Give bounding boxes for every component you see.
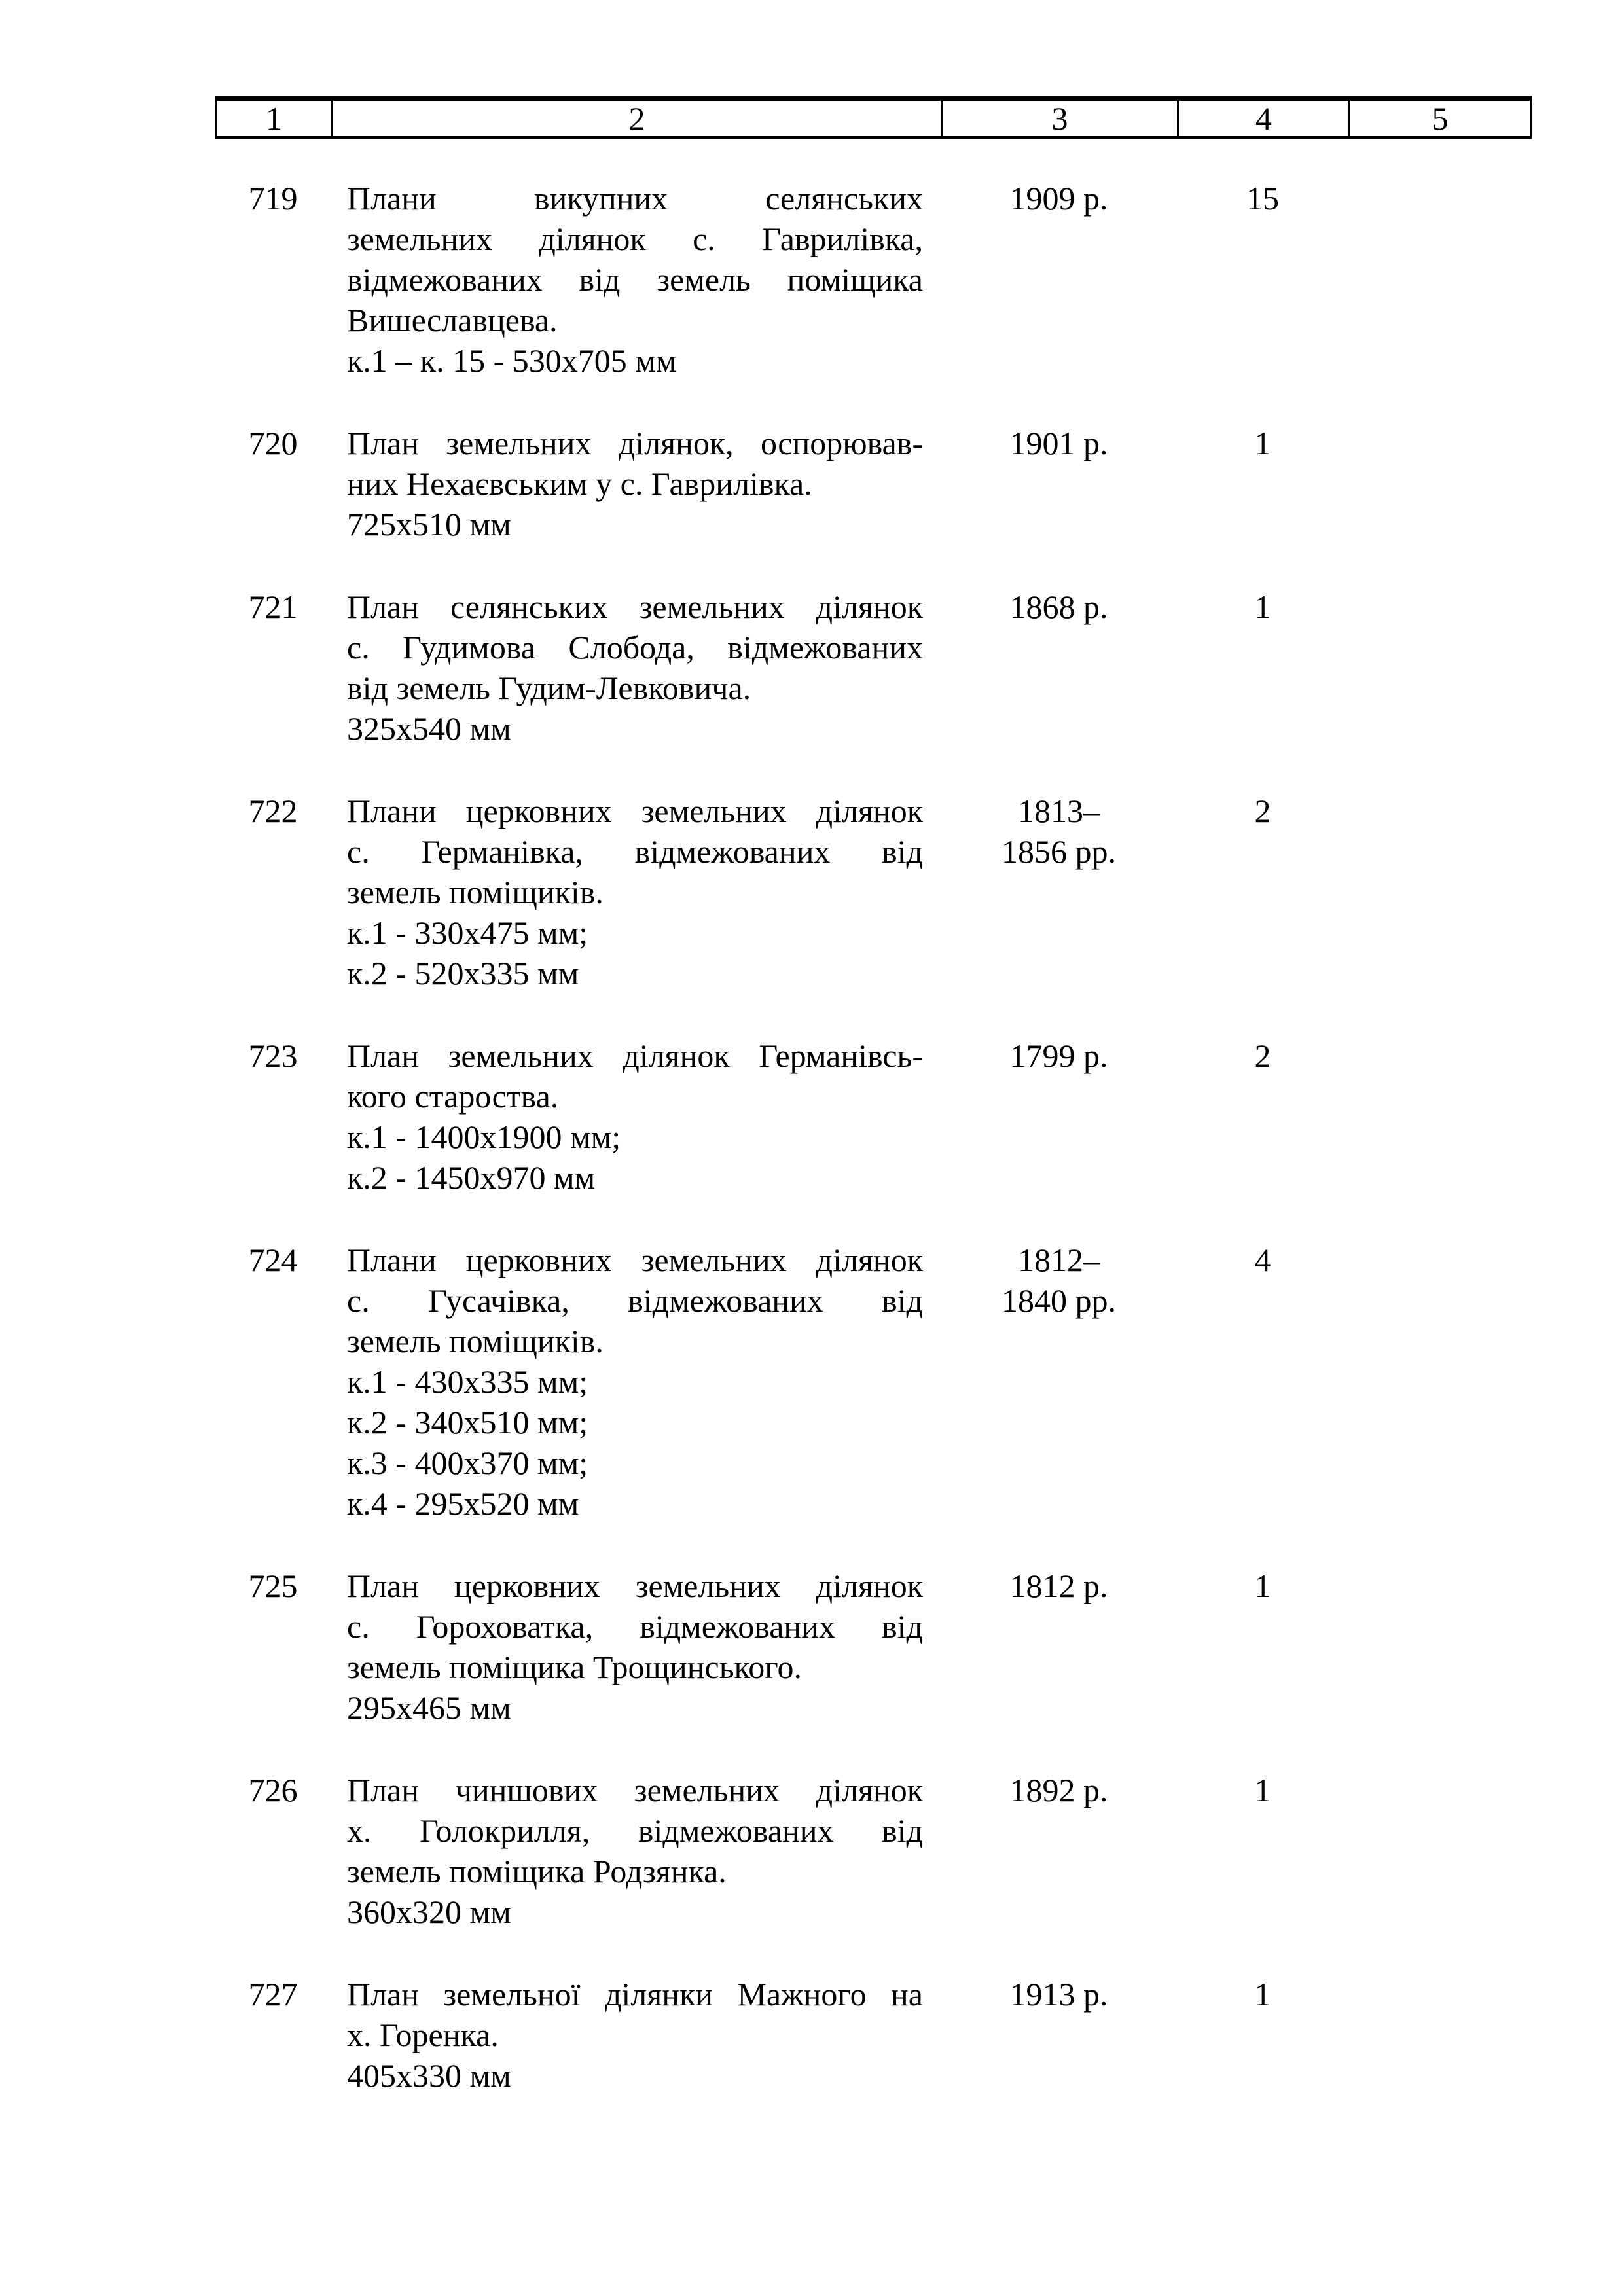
row-count-cell xyxy=(1177,178,1348,219)
table-header xyxy=(215,96,1532,139)
description-line: к.2 - 1450х970 мм xyxy=(347,1159,596,1196)
row-count-cell xyxy=(1177,1240,1348,1280)
header-col-5: 5 xyxy=(1350,101,1532,136)
row-count: 1 xyxy=(1254,1772,1271,1808)
row-date-cell xyxy=(941,1770,1177,1810)
description-line: Плани церковних земельних ділянок xyxy=(347,1242,923,1278)
row-date-cell xyxy=(941,586,1177,627)
row-count: 2 xyxy=(1254,793,1271,829)
row-date-line: 1913 р. xyxy=(1009,1976,1108,2013)
description-line: с. Гороховатка, відмежованих від xyxy=(347,1608,923,1645)
description-line: кого староства. xyxy=(347,1078,559,1115)
row-description-cell xyxy=(347,1566,923,1728)
row-number-cell xyxy=(215,586,331,627)
header-col-4: 4 xyxy=(1179,101,1350,136)
row-number: 725 xyxy=(248,1568,298,1604)
row-number: 726 xyxy=(248,1772,298,1808)
row-description-cell xyxy=(347,1240,923,1524)
row-date-line: 1799 р. xyxy=(1009,1037,1108,1074)
row-date-cell xyxy=(941,1240,1177,1321)
description-line: х. Голокрилля, відмежованих від xyxy=(347,1812,923,1849)
row-date-line: 1868 р. xyxy=(1009,588,1108,625)
description-line: х. Горенка. xyxy=(347,2017,499,2053)
description-line: 360х320 мм xyxy=(347,1893,511,1930)
row-count-cell xyxy=(1177,791,1348,831)
description-line: них Нехаєвським у с. Гаврилівка. xyxy=(347,465,812,502)
row-count: 4 xyxy=(1254,1242,1271,1278)
row-date-line: 1840 рр. xyxy=(1001,1282,1116,1319)
description-line: План земельних ділянок Германівсь- xyxy=(347,1037,923,1074)
header-col-2: 2 xyxy=(333,101,943,136)
description-line: с. Германівка, відмежованих від xyxy=(347,833,923,870)
description-line: Плани викупних селянських xyxy=(347,180,923,217)
row-description-cell xyxy=(347,423,923,545)
row-number-cell xyxy=(215,1974,331,2015)
row-count-cell xyxy=(1177,586,1348,627)
row-number-cell xyxy=(215,1770,331,1810)
description-line: 295х465 мм xyxy=(347,1689,511,1726)
description-line: План чиншових земельних ділянок xyxy=(347,1772,923,1808)
row-date-cell xyxy=(941,1035,1177,1076)
row-number: 720 xyxy=(248,425,298,461)
row-number-cell xyxy=(215,1035,331,1076)
row-description-cell xyxy=(347,791,923,994)
row-number: 727 xyxy=(248,1976,298,2013)
row-date-cell xyxy=(941,791,1177,872)
description-line: Плани церковних земельних ділянок xyxy=(347,793,923,829)
row-number-cell xyxy=(215,423,331,463)
description-line: к.2 - 520х335 мм xyxy=(347,955,579,992)
row-count-cell xyxy=(1177,1974,1348,2015)
row-number: 724 xyxy=(248,1242,298,1278)
row-number-cell xyxy=(215,791,331,831)
description-line: с. Гусачівка, відмежованих від xyxy=(347,1282,923,1319)
description-line: к.1 - 430х335 мм; xyxy=(347,1363,588,1400)
row-date-line: 1812– xyxy=(1018,1242,1100,1278)
row-count: 1 xyxy=(1254,1976,1271,2013)
row-count: 2 xyxy=(1254,1037,1271,1074)
row-description-cell xyxy=(347,1770,923,1932)
row-count-cell xyxy=(1177,1035,1348,1076)
row-description-cell xyxy=(347,1035,923,1198)
row-date-line: 1909 р. xyxy=(1009,180,1108,217)
row-number: 723 xyxy=(248,1037,298,1074)
row-description-cell xyxy=(347,586,923,749)
description-line: к.3 - 400х370 мм; xyxy=(347,1444,588,1481)
row-number: 719 xyxy=(248,180,298,217)
row-date-cell xyxy=(941,1974,1177,2015)
row-date-cell xyxy=(941,423,1177,463)
row-count-cell xyxy=(1177,1566,1348,1606)
row-count: 1 xyxy=(1254,588,1271,625)
row-number-cell xyxy=(215,178,331,219)
header-col-3: 3 xyxy=(943,101,1179,136)
description-line: відмежованих від земель поміщика xyxy=(347,261,923,298)
description-line: земель поміщика Трощинського. xyxy=(347,1649,803,1685)
row-number-cell xyxy=(215,1240,331,1280)
row-count-cell xyxy=(1177,1770,1348,1810)
description-line: земельних ділянок с. Гаврилівка, xyxy=(347,221,923,257)
description-line: 325х540 мм xyxy=(347,710,511,747)
header-col-1: 1 xyxy=(217,101,333,136)
row-date-line: 1856 рр. xyxy=(1001,833,1116,870)
row-date-line: 1813– xyxy=(1018,793,1100,829)
description-line: земель поміщика Родзянка. xyxy=(347,1853,727,1890)
description-line: к.2 - 340х510 мм; xyxy=(347,1404,588,1441)
description-line: Вишеславцева. xyxy=(347,302,558,338)
description-line: к.1 - 1400х1900 мм; xyxy=(347,1119,621,1155)
row-date-line: 1812 р. xyxy=(1009,1568,1108,1604)
description-line: План церковних земельних ділянок xyxy=(347,1568,923,1604)
row-number: 721 xyxy=(248,588,298,625)
description-line: с. Гудимова Слобода, відмежованих xyxy=(347,629,923,666)
row-count: 1 xyxy=(1254,1568,1271,1604)
row-number: 722 xyxy=(248,793,298,829)
row-date-cell xyxy=(941,1566,1177,1606)
description-line: земель поміщиків. xyxy=(347,874,604,910)
description-line: земель поміщиків. xyxy=(347,1323,604,1359)
description-line: План земельних ділянок, оспорював- xyxy=(347,425,923,461)
description-line: 725х510 мм xyxy=(347,506,511,543)
row-description-cell xyxy=(347,178,923,381)
row-date-line: 1892 р. xyxy=(1009,1772,1108,1808)
row-description-cell xyxy=(347,1974,923,2096)
description-line: План земельної ділянки Мажного на xyxy=(347,1976,923,2013)
row-count: 1 xyxy=(1254,425,1271,461)
row-number-cell xyxy=(215,1566,331,1606)
description-line: к.1 - 330х475 мм; xyxy=(347,914,588,951)
description-line: 405х330 мм xyxy=(347,2057,511,2094)
row-count: 15 xyxy=(1246,180,1279,217)
row-count-cell xyxy=(1177,423,1348,463)
description-line: к.1 – к. 15 - 530х705 мм xyxy=(347,342,677,379)
description-line: від земель Гудим-Левковича. xyxy=(347,670,751,706)
description-line: План селянських земельних ділянок xyxy=(347,588,923,625)
row-date-line: 1901 р. xyxy=(1009,425,1108,461)
row-date-cell xyxy=(941,178,1177,219)
description-line: к.4 - 295х520 мм xyxy=(347,1485,579,1522)
